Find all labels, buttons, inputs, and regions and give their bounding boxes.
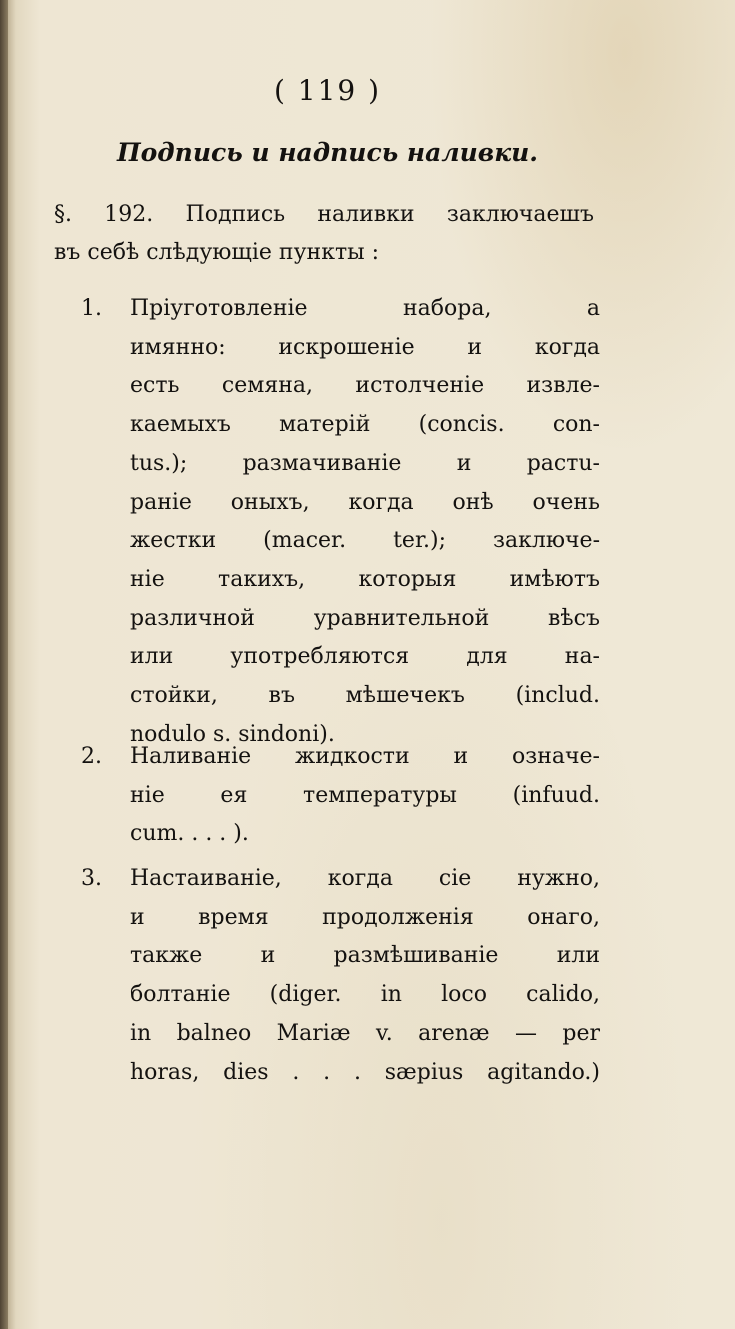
item-line: Наливаніе жидкости и означе-: [130, 744, 600, 769]
page-number: ( 119 ): [273, 74, 382, 107]
item-line: различной уравнительной вѣсъ: [130, 605, 600, 631]
item-line: раніе оныхъ, когда онѣ очень: [130, 489, 600, 515]
item-line: имянно: искрошеніе и когда: [130, 334, 600, 360]
list-item-3: [81, 860, 600, 1092]
item-line: in balneo Mariæ v. arenæ — per: [130, 1020, 600, 1046]
item-line: или употребляются для на-: [130, 644, 600, 670]
item-line: Настаиваніе, когда сіе нужно,: [130, 866, 600, 891]
item-number: 3.: [81, 866, 102, 891]
paragraph-line: въ себѣ слѣдующіе пункты :: [54, 240, 380, 265]
item-number: 1.: [81, 296, 102, 321]
paragraph-192: [54, 196, 594, 272]
item-line: nodulo s. sindoni).: [130, 721, 335, 747]
item-line: есть семяна, истолченіе извле-: [130, 373, 600, 399]
paragraph-line: §. 192. Подпись наливки заключаешъ: [54, 202, 594, 227]
book-gutter: [0, 0, 8, 1329]
item-line: и время продолженія онаго,: [130, 904, 600, 930]
item-line: horas, dies . . . sæpius agitando.): [130, 1059, 600, 1085]
item-line: также и размѣшиваніе или: [130, 943, 600, 969]
list-item-2: [81, 738, 600, 854]
item-line: стойки, въ мѣшечекъ (includ.: [130, 683, 600, 709]
item-line: болтаніе (diger. in loco calido,: [130, 982, 600, 1008]
list-item-1: [81, 290, 600, 754]
section-heading: Подпись и надпись наливки.: [116, 138, 539, 167]
item-number: 2.: [81, 744, 102, 769]
item-line: каемыхъ матерій (concis. con-: [130, 412, 600, 438]
item-line: tus.); размачиваніе и растu-: [130, 450, 600, 476]
item-line: ніе такихъ, которыя имѣютъ: [130, 566, 600, 592]
item-line: ніе ея температуры (infuud.: [130, 782, 600, 808]
item-line: жестки (macer. ter.); заключе-: [130, 528, 600, 554]
item-line: Пріуготовленіе набора, а: [130, 296, 600, 321]
item-line: cum. . . . ).: [130, 821, 249, 847]
